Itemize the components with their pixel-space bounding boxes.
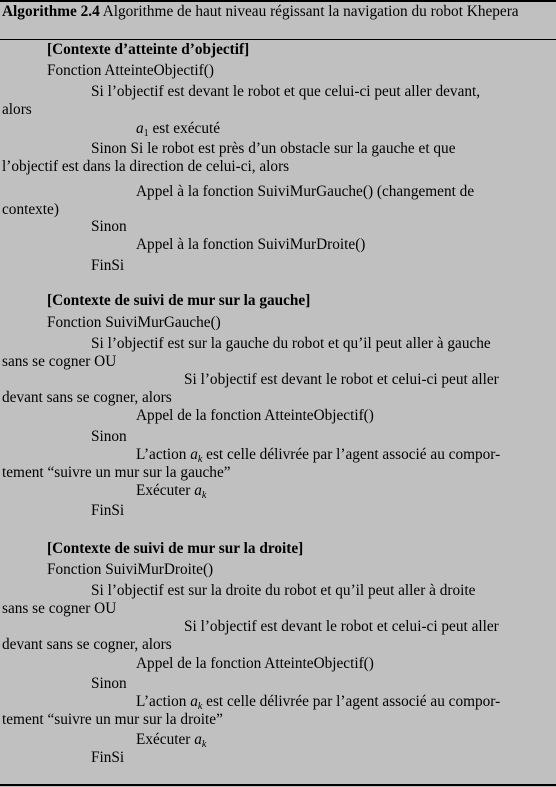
bottom-rule (0, 784, 556, 786)
left-else: Sinon (91, 428, 127, 445)
goal-endif: FinSi (91, 257, 125, 274)
left-cond-line-1: Si l’objectif est devant le robot et celui-ci peut aller (184, 371, 499, 388)
right-if-line-2: sans se cogner OU (2, 600, 117, 617)
right-execute-var: a (194, 731, 202, 748)
goal-action-line (0, 120, 556, 137)
right-execute-label: Exécuter (136, 731, 195, 748)
goal-else: Sinon (91, 218, 127, 235)
goal-elseif-line-2: l’objectif est dans la direction de celui-ci, alors (2, 158, 290, 175)
caption-text: Algorithme de haut niveau régissant la navigation du robot Khepera (102, 3, 519, 20)
left-action-var: a (190, 446, 198, 463)
caption-rule (0, 39, 556, 40)
right-execute-sub: k (201, 739, 207, 750)
right-action-var: a (190, 693, 198, 710)
right-cond-line-2: devant sans se cogner, alors (2, 636, 172, 653)
left-action-pre: L’action (136, 446, 191, 463)
goal-action-sub: 1 (143, 128, 149, 139)
left-function-decl: Fonction SuiviMurGauche() (47, 314, 221, 331)
right-call-goal: Appel de la fonction AtteinteObjectif() (136, 655, 374, 672)
left-if-line-1: Si l’objectif est sur la gauche du robot et qu’il peut aller à gauche (91, 335, 491, 352)
left-cond-line-2: devant sans se cogner, alors (2, 389, 172, 406)
algorithm-caption (2, 3, 554, 20)
left-if-line-2: sans se cogner OU (2, 353, 117, 370)
goal-if-line-2: alors (2, 101, 32, 118)
right-function-decl: Fonction SuiviMurDroite() (47, 561, 214, 578)
top-rule (0, 0, 556, 2)
left-execute-line (0, 482, 556, 499)
right-action-line-1 (0, 693, 556, 710)
right-endif: FinSi (91, 749, 125, 766)
caption-label: Algorithme 2.4 (2, 3, 100, 20)
left-action-line-2: tement “suivre un mur sur la gauche” (2, 464, 231, 481)
left-execute-sub: k (201, 490, 207, 501)
right-action-sub: k (197, 701, 203, 712)
right-execute-line (0, 731, 556, 748)
goal-context-heading: [Contexte d’atteinte d’objectif] (47, 41, 250, 58)
goal-elseif-line-1: Sinon Si le robot est près d’un obstacle sur la gauche et que (91, 140, 456, 157)
goal-action-text: est exécuté (148, 120, 221, 137)
left-action-line-1 (0, 446, 556, 463)
goal-call-left-line-2: contexte) (2, 201, 59, 218)
right-if-line-1: Si l’objectif est sur la droite du robot et qu’il peut aller à droite (91, 582, 476, 599)
goal-if-text-1: Si l’objectif est devant le robot et que celui-ci peut aller devant, (91, 83, 481, 100)
goal-if-line-1 (0, 83, 556, 100)
goal-call-right: Appel à la fonction SuiviMurDroite() (136, 236, 366, 253)
goal-function-decl: Fonction AtteinteObjectif() (47, 62, 214, 79)
left-action-post: est celle délivrée par l’agent associé au compor- (202, 446, 501, 463)
right-action-line-2: tement “suivre un mur sur la droite” (2, 711, 223, 728)
right-context-heading: [Contexte de suivi de mur sur la droite] (47, 540, 304, 557)
right-else: Sinon (91, 675, 127, 692)
goal-action-var: a (136, 120, 144, 137)
left-action-sub: k (197, 454, 203, 465)
right-cond-line-1: Si l’objectif est devant le robot et celui-ci peut aller (184, 618, 499, 635)
right-action-pre: L’action (136, 693, 191, 710)
goal-call-left-line-1: Appel à la fonction SuiviMurGauche() (changement de (136, 183, 475, 200)
right-action-post: est celle délivrée par l’agent associé au compor- (202, 693, 501, 710)
left-execute-label: Exécuter (136, 482, 195, 499)
left-context-heading: [Contexte de suivi de mur sur la gauche] (47, 292, 311, 309)
left-endif: FinSi (91, 502, 125, 519)
left-call-goal: Appel de la fonction AtteinteObjectif() (136, 407, 374, 424)
left-execute-var: a (194, 482, 202, 499)
